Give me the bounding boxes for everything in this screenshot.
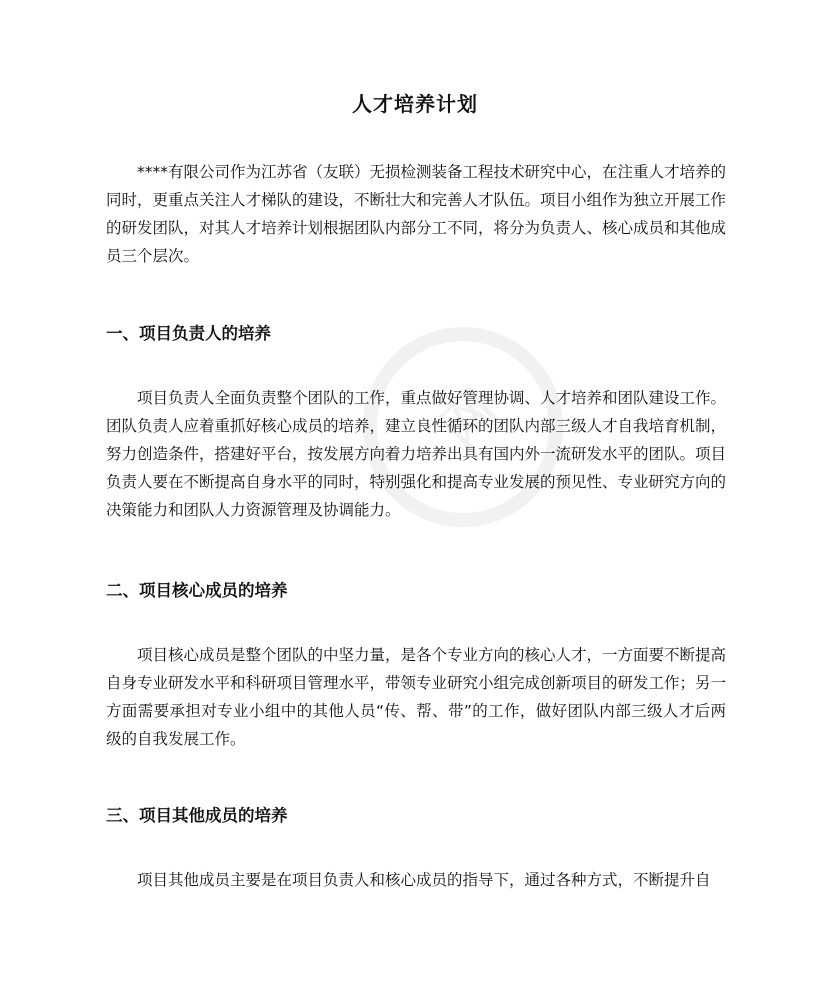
section-heading-leader: 一、项目负责人的培养 [106, 324, 271, 343]
section-body-core-members: 项目核心成员是整个团队的中坚力量，是各个专业方向的核心人才，一方面要不断提高自身专业研发水平和科研项目管理水平，带领专业研究小组完成创新项目的研发工作；另一方面需要承担对专业小组中的其他人员“传、帮、带”的工作，做好团队内部三级人才后两级的自我发展工作。 [106, 646, 727, 748]
section-heading-core-members: 二、项目核心成员的培养 [106, 581, 288, 600]
section-body-other-members: 项目其他成员主要是在项目负责人和核心成员的指导下，通过各种方式，不断提升自 [137, 871, 711, 889]
intro-paragraph: ****有限公司作为江苏省（友联）无损检测装备工程技术研究中心，在注重人才培养的同时，更重点关注人才梯队的建设，不断壮大和完善人才队伍。项目小组作为独立开展工作的研发团队，对其人才培养计划根据团队内部分工不同，将分为负责人、核心成员和其他成员三个层次。 [106, 163, 727, 265]
section-heading-other-members: 三、项目其他成员的培养 [106, 806, 288, 825]
watermark-glyph: 网 [430, 380, 510, 460]
document-title: 人才培养计划 [352, 92, 478, 116]
section-body-leader: 项目负责人全面负责整个团队的工作，重点做好管理协调、人才培养和团队建设工作。团队负责人应着重抓好核心成员的培养，建立良性循环的团队内部三级人才自我培育机制，努力创造条件，搭建好平台，按发展方向着力培养出具有国内外一流研发水平的团队。项目负责人要在不断提高自身水平的同时，特别强化和提高专业发展的预见性、专业研究方向的决策能力和团队人力资源管理及协调能力。 [106, 389, 727, 519]
